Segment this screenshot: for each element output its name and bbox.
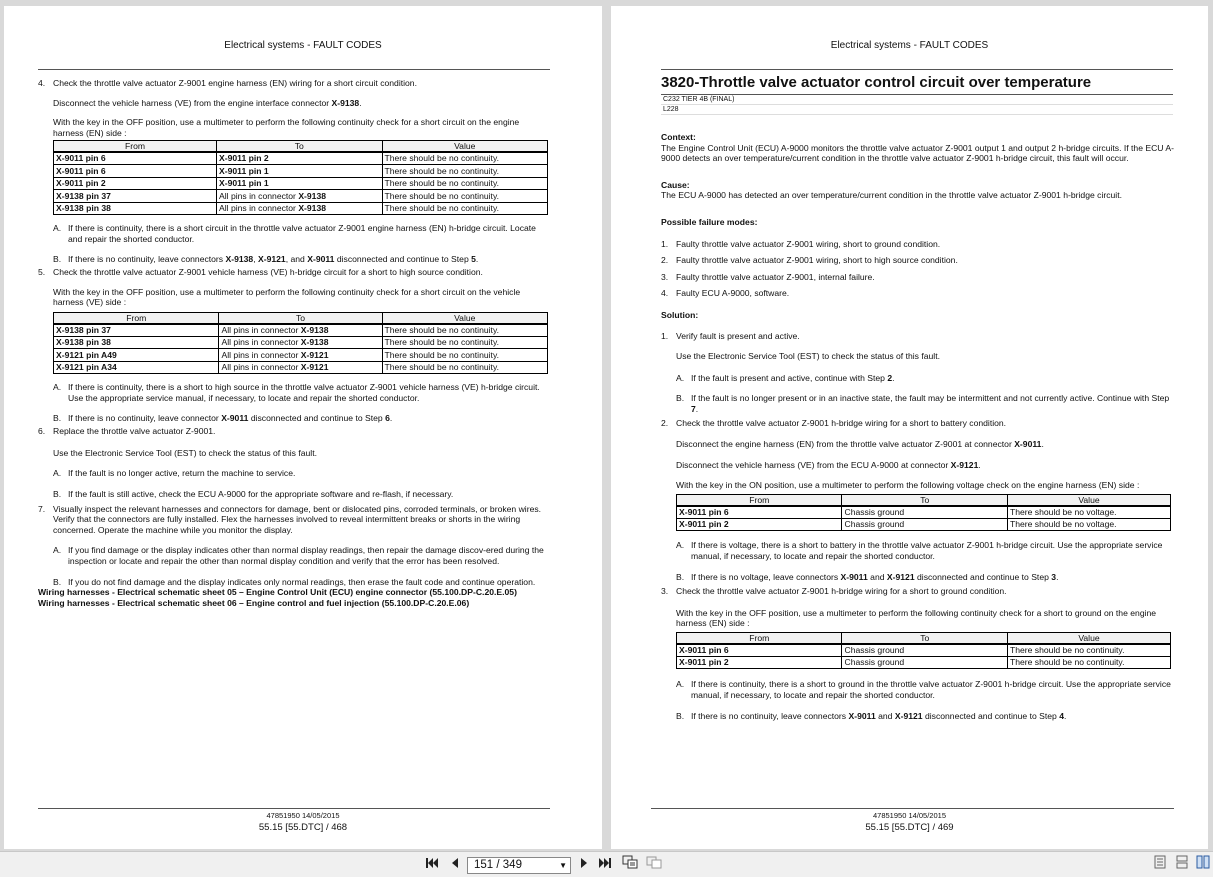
model-code: L228 [661,105,1173,115]
list-item: 1. Faulty throttle valve actuator Z-9001 wiring, short to ground condition. [661,238,941,249]
solution-step-1: 1. Verify fault is present and active. [661,330,800,341]
print-icon[interactable] [645,852,663,877]
cell-from: X-9011 pin 6 [677,644,842,657]
cell-to: X-9011 pin 2 [217,152,382,165]
table-row [54,349,548,362]
model-label: C232 TIER 4B (FINAL) [661,95,1173,105]
context-heading: Context: [661,132,696,142]
footer-page: 55.15 [55.DTC] / 469 [865,822,954,833]
step-number: 4. [38,78,46,88]
table-row [54,190,548,203]
continuity-table-1 [53,140,548,215]
table-row [54,202,548,215]
paragraph: With the key in the OFF position, use a multimeter to perform the following continuity check for a short circuit on the engine harness (EN) side : [53,117,520,138]
left-content [38,78,552,608]
cell-value: There should be no continuity. [1007,644,1170,657]
paragraph: Disconnect the engine harness (EN) from the throttle valve actuator Z-9001 at connector X-9011. [676,439,1044,450]
substep-a: A. If the fault is no longer active, return the machine to service. [53,468,296,479]
substep-b: B. If there is no continuity, leave connectors X-9011 and X-9121 disconnected and continue to Step 4. [676,710,1067,721]
cell-value: There should be no voltage. [1007,518,1170,531]
table-row [677,644,1171,657]
cell-from: X-9138 pin 38 [54,202,217,215]
cause-text: The ECU A-9000 has detected an over temperature/current condition in the throttle valve actuator Z-9001 h-bridge circuit. [661,190,1122,201]
list-item: 2. Faulty throttle valve actuator Z-9001 wiring, short to high source condition. [661,255,958,266]
failure-modes-list [661,239,1175,299]
substep-a: A. If there is voltage, there is a short to battery in the throttle valve actuator Z-9001 h-bridge circuit. Use the appropriate service manual, if necessary, to locate and repair the shorted conductor. [676,540,1163,561]
reference-link-1[interactable]: Wiring harnesses - Electrical schematic sheet 05 – Engine Control Unit (ECU) engine connector (55.100.DP-C.20.E.05) [38,587,517,598]
substep-b: B. If the fault is still active, check the ECU A-9000 for the appropriate software and re-flash, if necessary. [53,489,454,499]
solution-step-3: 3. Check the throttle valve actuator Z-9001 h-bridge wiring for a short to ground condition. [661,586,1007,597]
cell-from: X-9138 pin 37 [54,324,219,337]
cell-value: There should be no continuity. [382,152,548,165]
cell-to: X-9011 pin 1 [217,177,382,190]
solution-heading: Solution: [661,309,699,320]
step-4 [38,78,552,89]
list-item: 3. Faulty throttle valve actuator Z-9001, internal failure. [661,271,875,282]
last-page-icon[interactable] [597,852,613,877]
page-indicator: 151 / 349 [474,859,522,871]
substep-a: A. If there is continuity, there is a short circuit in the throttle valve actuator Z-9001 engine harness (EN) h-bridge circuit. Locate and repair the shorted conductor. [53,223,536,244]
continuity-table-2: From To Value X-9138 pin 37 All pins in connector X-9138 There should be no continuity. X-9138 pin 38 All pins in connector X-9138 There should be no continuity. X-9121 pin A49 All pins in connector X-9121 There should be no continuity. X-9121 pin A34 All pins in connector X-9121 There should be no continuity. [53,312,548,375]
step-5: 5. Check the throttle valve actuator Z-9001 vehicle harness (VE) h-bridge circuit for a short to high source condition. [38,267,483,278]
paragraph: With the key in the OFF position, use a multimeter to perform the following continuity check for a short circuit on the vehicle harness (VE) side : [53,286,521,308]
table-row [54,165,548,178]
page-right [611,6,1208,849]
cell-value: There should be no continuity. [382,361,548,374]
two-page-view-icon[interactable] [1195,852,1211,877]
cell-from: X-9011 pin 2 [677,518,842,531]
voltage-table: From To Value X-9011 pin 6 Chassis ground There should be no voltage. X-9011 pin 2 Chassis ground There should be no voltage. [676,494,1171,532]
col-value: Value [382,141,548,153]
cell-from: X-9011 pin 2 [54,177,217,190]
step-7: 7. Visually inspect the relevant harnesses and connectors for damage, bent or dislocated pins, corroded terminals, or broken wires. Verify that the connectors are fully installed. Flex the harnesses involved to reveal intermittent breaks or shorts in the wiring concerned. Operate the machine while you monitor the display. [38,503,542,535]
header-rule [38,69,550,70]
paragraph: Disconnect the vehicle harness (VE) from the ECU A-9000 at connector X-9121. [676,459,981,470]
step-6: 6. Replace the throttle valve actuator Z-9001. [38,426,216,437]
cell-value: There should be no continuity. [1007,656,1170,669]
reference-link-2[interactable]: Wiring harnesses - Electrical schematic sheet 06 – Engine control and fuel injection (55.100.DP-C.20.E.06) [38,597,470,608]
cell-to: Chassis ground [842,506,1007,519]
cell-to: Chassis ground [842,644,1007,657]
substep-b: B. If the fault is no longer present or in an inactive state, the fault may be intermittent and not currently active. Continue with Step 7. [676,393,1170,414]
col-to: To [217,141,382,153]
cell-to: All pins in connector X-9138 [219,324,382,337]
next-page-icon[interactable] [578,852,590,877]
cell-value: There should be no continuity. [382,177,548,190]
cell-from: X-9011 pin 6 [677,506,842,519]
continuity-table-3: From To Value X-9011 pin 6 Chassis ground There should be no continuity. X-9011 pin 2 Chassis ground There should be no continuity. [676,632,1171,670]
right-content [661,132,1175,721]
cell-from: X-9011 pin 6 [54,152,217,165]
paragraph: Disconnect the vehicle harness (VE) from the engine interface connector X-9138. [53,97,362,108]
list-item: 4. Faulty ECU A-9000, software. [661,288,790,299]
table-row [677,506,1171,519]
paragraph: With the key in the ON position, use a multimeter to perform the following voltage check on the engine harness (EN) side : [676,480,1140,491]
substep-b: B. If there is no continuity, leave connectors X-9138, X-9121, and X-9011 disconnected and continue to Step 5. [53,253,479,264]
cause-heading: Cause: [661,179,690,190]
table-row [54,361,548,374]
step-text: Check the throttle valve actuator Z-9001 engine harness (EN) wiring for a short circuit condition. [53,78,417,88]
table-row [54,324,548,337]
cell-to: All pins in connector X-9121 [219,361,382,374]
paragraph: Use the Electronic Service Tool (EST) to check the status of this fault. [676,351,940,362]
cell-value: There should be no continuity. [382,202,548,215]
cell-to: All pins in connector X-9138 [217,202,382,215]
cell-value: There should be no continuity. [382,336,548,349]
footer-page: 55.15 [55.DTC] / 468 [258,822,348,833]
cell-to: Chassis ground [842,656,1007,669]
context-text: The Engine Control Unit (ECU) A-9000 monitors the throttle valve actuator Z-9001 output 1 and output 2 h-bridge circuits. If the ECU A-9000 detects an over temperature/current condition in the throttle valve actuator Z-9001 h-bridge circuit, this fault will occur. [661,142,1175,164]
cell-value: There should be no continuity. [382,165,548,178]
cell-from: X-9138 pin 38 [54,336,219,349]
cell-to: Chassis ground [842,518,1007,531]
paragraph: Use the Electronic Service Tool (EST) to check the status of this fault. [53,447,317,458]
substep-b: B. If there is no continuity, leave connector X-9011 disconnected and continue to Step 6. [53,412,393,423]
table-row [677,518,1171,531]
table-row [677,656,1171,669]
cell-value: There should be no continuity. [382,349,548,362]
cell-to: All pins in connector X-9138 [219,336,382,349]
col-from: From [54,141,217,153]
page-layout-icon[interactable] [621,852,639,877]
continuous-view-icon[interactable] [1174,852,1190,877]
cell-to: All pins in connector X-9138 [217,190,382,203]
navigation-toolbar [0,851,1213,877]
solution-step-2: 2. Check the throttle valve actuator Z-9001 h-bridge wiring for a short to battery condition. [661,417,1007,428]
page-header: Electrical systems - FAULT CODES [830,40,989,51]
cell-value: There should be no voltage. [1007,506,1170,519]
page-header: Electrical systems - FAULT CODES [224,40,382,51]
cell-from: X-9121 pin A49 [54,349,219,362]
cell-from: X-9138 pin 37 [54,190,217,203]
page-title: 3820-Throttle valve actuator control circuit over temperature [661,74,1092,91]
footer-doc: 47851950 14/05/2015 [873,811,946,820]
page-number-input[interactable] [467,857,571,874]
footer-rule [651,808,1174,809]
cell-from: X-9121 pin A34 [54,361,219,374]
modes-heading: Possible failure modes: [661,216,758,227]
table-row [54,177,548,190]
paragraph: With the key in the OFF position, use a multimeter to perform the following continuity check for a short to ground on the engine harness (EN) side : [676,607,1157,629]
chevron-down-icon[interactable]: ▼ [559,861,567,870]
substep-b: B. If you do not find damage and the display indicates only normal readings, then erase the fault code and continue operation. [53,576,536,587]
substep-a: A. If the fault is present and active, continue with Step 2. [676,372,895,383]
header-rule [661,69,1173,70]
substep-a: A. If there is continuity, there is a short to high source in the throttle valve actuator Z-9001 vehicle harness (VE) h-bridge circuit. Use the appropriate service manual, if necessary, to locate and repair the shorted conductor. [53,382,540,404]
single-page-view-icon[interactable] [1152,852,1168,877]
cell-to: X-9011 pin 1 [217,165,382,178]
table-row [54,152,548,165]
applicability [661,95,1173,115]
cell-from: X-9011 pin 6 [54,165,217,178]
footer-rule [38,808,550,809]
cell-value: There should be no continuity. [382,324,548,337]
cell-value: There should be no continuity. [382,190,548,203]
substep-a: A. If there is continuity, there is a short to ground in the throttle valve actuator Z-9001 h-bridge circuit. Use the appropriate service manual, if necessary, to locate and repair the shorted conductor. [676,679,1171,701]
cell-from: X-9011 pin 2 [677,656,842,669]
page-left [4,6,602,849]
first-page-icon[interactable] [424,852,440,877]
substep-a: A. If you find damage or the display indicates other than normal display readings, then repair the damage discov-ered during the inspection or locate and repair the other than normal display condition and verify that the error has been resolved. [53,545,544,566]
footer-doc: 47851950 14/05/2015 [266,811,340,820]
prev-page-icon[interactable] [448,852,462,877]
substep-b: B. If there is no voltage, leave connectors X-9011 and X-9121 disconnected and continue to Step 3. [676,571,1059,582]
cell-to: All pins in connector X-9121 [219,349,382,362]
table-row [54,336,548,349]
